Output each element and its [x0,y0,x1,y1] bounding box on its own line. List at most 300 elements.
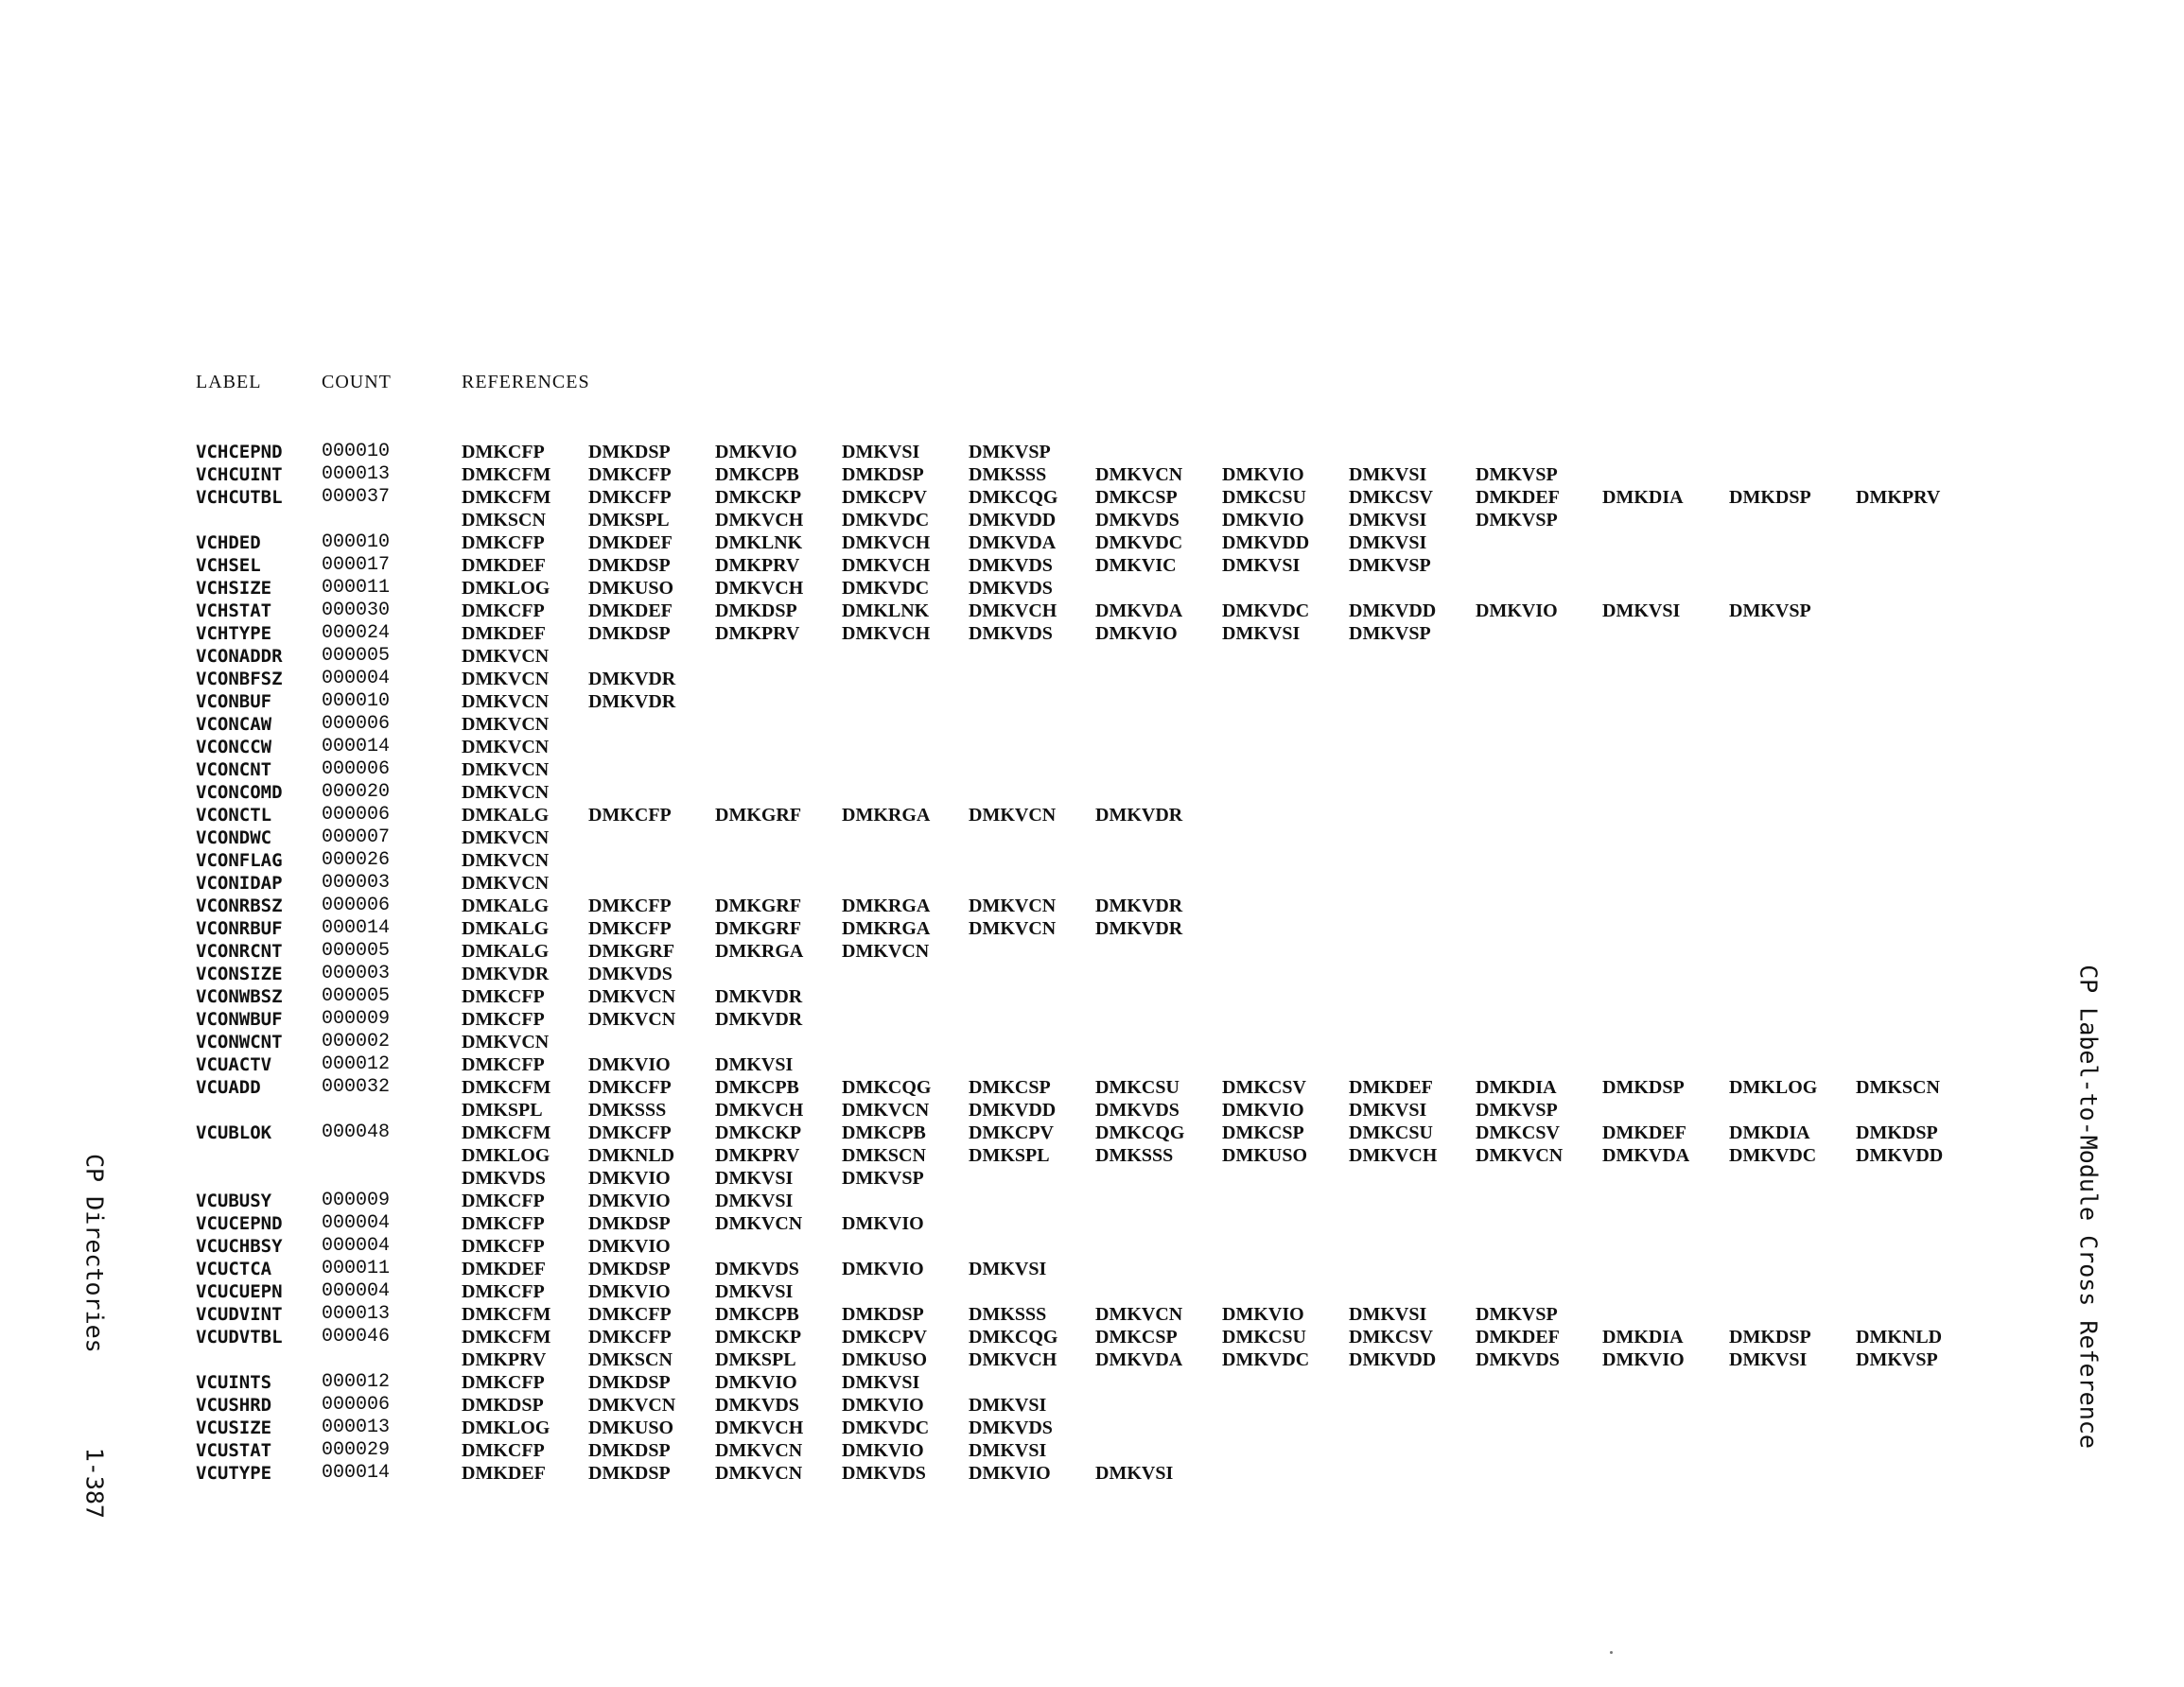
row-count: 000017 [322,554,391,576]
row-reference: DMKVCH [715,1417,804,1438]
table-row [196,804,1993,826]
row-reference: DMKVSP [1349,623,1431,644]
table-row [196,668,1993,690]
row-reference: DMKSPL [969,1145,1050,1166]
row-count: 000013 [322,1303,391,1325]
row-label: VCUCTCA [196,1259,272,1279]
row-reference: DMKRGA [715,941,804,962]
row-label: VCUTYPE [196,1463,272,1484]
row-reference: DMKDSP [842,1304,924,1325]
row-reference: DMKDEF [588,600,673,621]
row-reference: DMKVDS [715,1395,799,1416]
row-reference: DMKDSP [588,1463,671,1484]
table-row [196,463,1993,486]
row-reference: DMKVSP [1349,555,1431,576]
row-label: VCONCNT [196,759,272,780]
row-reference: DMKVDA [1095,1349,1183,1370]
row-reference: DMKVDC [842,510,930,530]
row-reference: DMKCSP [1222,1122,1304,1143]
row-label: VCHSIZE [196,578,272,599]
row-reference: DMKVDC [842,578,930,599]
row-reference: DMKVSI [1349,532,1427,553]
row-reference: DMKCKP [715,487,802,508]
row-reference: DMKVCH [1349,1145,1438,1166]
row-reference: DMKSSS [969,464,1047,485]
row-label: VCUSTAT [196,1440,272,1461]
row-label: VCHTYPE [196,623,272,644]
row-reference: DMKLOG [462,578,550,599]
row-reference: DMKALG [462,896,550,916]
row-reference: DMKVIO [715,442,797,462]
row-reference: DMKVCN [1095,1304,1183,1325]
row-reference: DMKDSP [588,555,671,576]
row-reference: DMKVIO [969,1463,1051,1484]
row-count: 000006 [322,758,391,780]
row-reference: DMKVSI [1095,1463,1174,1484]
row-reference: DMKSCN [1856,1077,1940,1098]
row-reference: DMKVCN [462,850,550,871]
row-reference: DMKCFM [462,1304,551,1325]
row-reference: DMKSPL [715,1349,796,1370]
row-reference: DMKVDC [1729,1145,1817,1166]
row-reference: DMKDIA [1602,1327,1684,1348]
row-reference: DMKGRF [715,918,802,939]
row-reference: DMKCSV [1349,1327,1433,1348]
table-row [196,1235,1993,1258]
header-references: REFERENCES [462,372,590,392]
table-row [196,509,1993,531]
row-reference: DMKCSV [1476,1122,1560,1143]
row-label: VCONCOMD [196,782,283,803]
row-label: VCUACTV [196,1054,272,1075]
row-reference: DMKCFP [462,1009,545,1030]
row-reference: DMKCFP [462,1281,545,1302]
row-reference: DMKDEF [588,532,673,553]
row-reference: DMKVSI [969,1395,1047,1416]
row-reference: DMKVDA [1095,600,1183,621]
row-reference: DMKVCN [588,1395,676,1416]
page-number: 1-387 [80,1447,109,1519]
row-reference: DMKCFP [588,896,672,916]
row-reference: DMKVDR [588,691,676,712]
row-label: VCONDWC [196,827,272,848]
row-reference: DMKVDR [715,986,803,1007]
row-reference: DMKNLD [1856,1327,1943,1348]
scan-speck [1610,1651,1613,1654]
row-reference: DMKSPL [588,510,670,530]
row-reference: DMKNLD [588,1145,675,1166]
row-label: VCHSEL [196,555,261,576]
row-label: VCONRBSZ [196,896,283,916]
table-row [196,1394,1993,1417]
row-reference: DMKVDS [969,555,1053,576]
row-reference: DMKVDS [969,623,1053,644]
row-reference: DMKVDS [969,1417,1053,1438]
row-reference: DMKDSP [1856,1122,1938,1143]
table-row [196,645,1993,668]
row-reference: DMKUSO [588,1417,673,1438]
row-reference: DMKVDR [715,1009,803,1030]
table-row [196,531,1993,554]
row-reference: DMKCFP [462,1213,545,1234]
row-reference: DMKCPB [715,1304,799,1325]
row-reference: DMKVDS [969,578,1053,599]
row-count: 000030 [322,600,391,621]
row-reference: DMKCFM [462,1327,551,1348]
row-reference: DMKVDS [1476,1349,1560,1370]
table-row [196,1190,1993,1212]
row-reference: DMKCFM [462,1077,551,1098]
row-count: 000010 [322,441,391,462]
row-reference: DMKCFP [588,1077,672,1098]
table-row [196,1031,1993,1053]
row-reference: DMKVDS [1095,510,1179,530]
row-reference: DMKVSP [1856,1349,1938,1370]
row-reference: DMKVCN [842,1100,930,1121]
table-row [196,736,1993,758]
row-reference: DMKLNK [715,532,803,553]
table-row [196,940,1993,963]
row-reference: DMKCSU [1095,1077,1179,1098]
row-reference: DMKVSP [1729,600,1811,621]
table-row [196,441,1993,463]
row-reference: DMKCQG [1095,1122,1185,1143]
row-reference: DMKVCH [842,532,931,553]
section-title: CP Directories [80,1154,109,1353]
row-reference: DMKVSI [715,1281,794,1302]
table-row [196,872,1993,895]
row-reference: DMKCFP [588,1122,672,1143]
row-reference: DMKVIO [1222,1100,1304,1121]
table-row [196,1439,1993,1462]
row-reference: DMKPRV [715,1145,800,1166]
row-reference: DMKDEF [462,623,546,644]
row-reference: DMKCFP [462,986,545,1007]
cross-reference-table [196,441,1993,1485]
row-label: VCUADD [196,1077,261,1098]
row-count: 000013 [322,1417,391,1438]
row-count: 000020 [322,781,391,803]
row-count: 000005 [322,645,391,667]
row-reference: DMKPRV [1856,487,1941,508]
row-reference: DMKLNK [842,600,930,621]
row-reference: DMKVCN [462,714,550,735]
row-count: 000003 [322,872,391,894]
row-label: VCONWBUF [196,1009,283,1030]
row-label: VCHCUINT [196,464,283,485]
row-count: 000006 [322,895,391,916]
row-count: 000037 [322,486,391,508]
row-reference: DMKVIO [842,1440,924,1461]
row-reference: DMKVDD [1349,600,1437,621]
row-reference: DMKGRF [715,896,802,916]
row-reference: DMKVCN [462,782,550,803]
row-count: 000024 [322,622,391,644]
table-row [196,1258,1993,1280]
row-count: 000012 [322,1053,391,1075]
row-reference: DMKVCN [462,1032,550,1052]
table-row [196,1008,1993,1031]
row-reference: DMKUSO [842,1349,927,1370]
row-reference: DMKVSP [1476,464,1558,485]
row-label: VCONFLAG [196,850,283,871]
row-reference: DMKVDR [588,669,676,689]
table-row [196,1076,1993,1099]
row-reference: DMKCFP [462,1191,545,1211]
row-reference: DMKDEF [462,555,546,576]
table-row [196,917,1993,940]
row-reference: DMKVIO [1095,623,1178,644]
row-reference: DMKDIA [1729,1122,1810,1143]
row-reference: DMKVCN [462,873,550,894]
row-label: VCONCTL [196,805,272,826]
row-reference: DMKVSI [715,1054,794,1075]
row-label: VCONWCNT [196,1032,283,1052]
row-reference: DMKCSP [969,1077,1051,1098]
table-row [196,758,1993,781]
row-reference: DMKCFP [462,1236,545,1257]
table-row [196,1122,1993,1144]
row-reference: DMKVSI [1349,510,1427,530]
row-reference: DMKDSP [588,623,671,644]
row-reference: DMKVIO [1222,1304,1304,1325]
row-reference: DMKVDS [842,1463,926,1484]
row-reference: DMKDSP [588,1259,671,1279]
row-reference: DMKLOG [462,1417,550,1438]
row-label: VCUSHRD [196,1395,272,1416]
row-reference: DMKVDC [842,1417,930,1438]
row-count: 000010 [322,531,391,553]
row-reference: DMKPRV [715,555,800,576]
row-reference: DMKCKP [715,1327,802,1348]
table-row [196,1053,1993,1076]
table-row [196,895,1993,917]
row-reference: DMKCPB [715,464,799,485]
row-count: 000006 [322,804,391,826]
table-row [196,554,1993,577]
row-reference: DMKVCN [842,941,930,962]
row-reference: DMKVCH [969,600,1057,621]
row-reference: DMKDSP [1729,487,1811,508]
row-count: 000005 [322,940,391,962]
table-row [196,1326,1993,1348]
row-label: VCONRBUF [196,918,283,939]
row-reference: DMKVCH [715,510,804,530]
row-label: VCUBLOK [196,1122,272,1143]
row-reference: DMKCSU [1222,1327,1306,1348]
table-row [196,963,1993,985]
row-reference: DMKCPV [969,1122,1054,1143]
row-count: 000006 [322,1394,391,1416]
row-reference: DMKCFM [462,1122,551,1143]
table-row [196,486,1993,509]
table-row [196,1280,1993,1303]
row-reference: DMKVSI [1729,1349,1808,1370]
table-row [196,1167,1993,1190]
row-count: 000004 [322,1280,391,1302]
row-reference: DMKVCN [462,691,550,712]
row-reference: DMKDSP [462,1395,544,1416]
row-reference: DMKVDS [462,1168,546,1189]
row-reference: DMKCFP [588,1304,672,1325]
row-label: VCUCHBSY [196,1236,283,1257]
row-reference: DMKPRV [462,1349,547,1370]
row-label: VCONSIZE [196,964,283,984]
table-row [196,1212,1993,1235]
row-count: 000009 [322,1190,391,1211]
row-reference: DMKCFP [462,1372,545,1393]
row-reference: DMKVCN [462,759,550,780]
row-reference: DMKVIO [842,1259,924,1279]
row-count: 000046 [322,1326,391,1348]
row-reference: DMKVIO [588,1054,671,1075]
row-reference: DMKCSP [1095,1327,1178,1348]
row-reference: DMKVCN [462,646,550,667]
row-reference: DMKVSI [1222,555,1301,576]
row-count: 000004 [322,1212,391,1234]
row-reference: DMKCSV [1222,1077,1306,1098]
row-reference: DMKVDR [1095,896,1183,916]
row-reference: DMKVDD [969,510,1057,530]
row-count: 000011 [322,577,391,599]
row-label: VCONWBSZ [196,986,283,1007]
row-reference: DMKVIO [1602,1349,1685,1370]
row-reference: DMKDSP [1602,1077,1685,1098]
row-reference: DMKALG [462,918,550,939]
row-reference: DMKVDR [462,964,550,984]
row-reference: DMKVIO [1476,600,1558,621]
row-reference: DMKVCH [842,555,931,576]
row-reference: DMKVCH [969,1349,1057,1370]
row-reference: DMKCPB [842,1122,926,1143]
row-reference: DMKVCN [1476,1145,1564,1166]
row-count: 000014 [322,736,391,757]
row-count: 000002 [322,1031,391,1052]
row-reference: DMKVDA [1602,1145,1690,1166]
row-reference: DMKVSI [715,1191,794,1211]
row-count: 000010 [322,690,391,712]
row-reference: DMKVSP [1476,1100,1558,1121]
table-row [196,1099,1993,1122]
row-reference: DMKDEF [1602,1122,1686,1143]
row-reference: DMKVCN [715,1213,803,1234]
row-count: 000026 [322,849,391,871]
row-count: 000011 [322,1258,391,1279]
row-reference: DMKDIA [1476,1077,1557,1098]
table-row [196,826,1993,849]
row-reference: DMKCSV [1349,487,1433,508]
row-reference: DMKCFP [588,918,672,939]
row-label: VCONBFSZ [196,669,283,689]
row-label: VCUDVTBL [196,1327,283,1348]
row-reference: DMKVCN [588,1009,676,1030]
row-reference: DMKDSP [715,600,797,621]
row-reference: DMKVSI [1222,623,1301,644]
row-reference: DMKVCH [715,1100,804,1121]
row-label: VCUINTS [196,1372,272,1393]
row-label: VCUCEPND [196,1213,283,1234]
row-reference: DMKCFP [462,600,545,621]
table-row [196,1371,1993,1394]
table-row [196,577,1993,600]
row-reference: DMKVCN [969,896,1057,916]
row-reference: DMKVIO [715,1372,797,1393]
table-row [196,1417,1993,1439]
row-count: 000012 [322,1371,391,1393]
row-reference: DMKVCN [588,986,676,1007]
row-reference: DMKVSI [1349,1304,1427,1325]
row-reference: DMKCFP [588,805,672,826]
row-count: 000014 [322,1462,391,1484]
row-count: 000009 [322,1008,391,1030]
row-reference: DMKVSI [969,1259,1047,1279]
row-reference: DMKUSO [588,578,673,599]
row-reference: DMKCSP [1095,487,1178,508]
row-reference: DMKCFP [462,1440,545,1461]
row-reference: DMKVDA [969,532,1057,553]
row-reference: DMKDSP [588,1440,671,1461]
row-reference: DMKVDR [1095,805,1183,826]
row-reference: DMKVSI [969,1440,1047,1461]
row-reference: DMKCFP [462,1054,545,1075]
row-label: VCONIDAP [196,873,283,894]
row-reference: DMKVDD [1856,1145,1944,1166]
row-reference: DMKVIO [1222,464,1304,485]
header-label: LABEL [196,372,262,392]
row-reference: DMKUSO [1222,1145,1307,1166]
row-reference: DMKVSI [1349,464,1427,485]
row-reference: DMKLOG [462,1145,550,1166]
row-reference: DMKDSP [1729,1327,1811,1348]
row-reference: DMKDEF [462,1259,546,1279]
row-reference: DMKVSP [842,1168,924,1189]
row-reference: DMKVCN [715,1463,803,1484]
row-reference: DMKDEF [1476,487,1560,508]
row-reference: DMKCFP [588,1327,672,1348]
row-reference: DMKVSI [842,1372,920,1393]
row-reference: DMKVIO [588,1191,671,1211]
row-label: VCUSIZE [196,1417,272,1438]
table-row [196,1348,1993,1371]
row-reference: DMKGRF [588,941,675,962]
row-reference: DMKCQG [969,487,1058,508]
table-row [196,622,1993,645]
table-row [196,600,1993,622]
row-reference: DMKDEF [1349,1077,1433,1098]
row-reference: DMKVIC [1095,555,1177,576]
row-count: 000048 [322,1122,391,1143]
row-count: 000003 [322,963,391,984]
row-count: 000014 [322,917,391,939]
row-label: VCONCCW [196,737,272,757]
row-reference: DMKSCN [842,1145,926,1166]
row-reference: DMKVCN [1095,464,1183,485]
row-reference: DMKSSS [969,1304,1047,1325]
table-row [196,849,1993,872]
row-reference: DMKVDR [1095,918,1183,939]
left-margin-caption [81,1154,109,1519]
row-count: 000006 [322,713,391,735]
row-reference: DMKDSP [842,464,924,485]
row-reference: DMKVDD [1222,532,1310,553]
row-label: VCUBUSY [196,1191,272,1211]
row-reference: DMKCFP [462,532,545,553]
row-label: VCONRCNT [196,941,283,962]
row-reference: DMKVSP [1476,1304,1558,1325]
row-reference: DMKSCN [462,510,546,530]
header-count: COUNT [322,372,392,392]
row-reference: DMKPRV [715,623,800,644]
